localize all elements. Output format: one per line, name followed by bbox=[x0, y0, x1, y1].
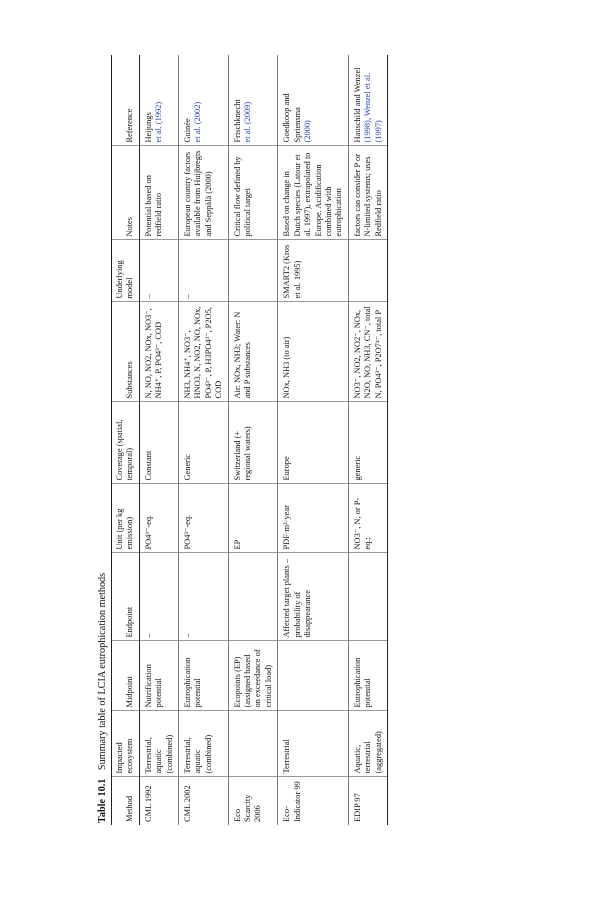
cell-notes: European country factors available from Huijbregts and Seppälä (2000) bbox=[179, 146, 229, 240]
table-row bbox=[348, 55, 387, 825]
cell-coverage: Europe bbox=[278, 402, 348, 484]
cell-unit: EP bbox=[228, 484, 278, 553]
cell-model: – bbox=[139, 240, 178, 302]
cell-substances: NH3, NH4⁺, NO3⁻, HNO3, N, NO2, NO, NOx, PO4³⁻, P, H3PO4³⁻, P2O5, COD bbox=[179, 302, 229, 402]
cell-notes: Based on change in Dutch species (Latour et al. 1997), extrapolated to Europe. Acidification combined with eutrophication bbox=[278, 146, 348, 240]
cell-midpoint: Eutrophication potential bbox=[179, 641, 229, 711]
col-header-substances: Substances bbox=[112, 302, 140, 402]
cell-model: – bbox=[179, 240, 229, 302]
cell-reference bbox=[179, 55, 229, 146]
cell-endpoint: – bbox=[179, 553, 229, 641]
cell-ecosystem: Terrestrial bbox=[278, 711, 348, 777]
cell-endpoint: Affected target plants – probability of disappearance bbox=[278, 553, 348, 641]
table-row bbox=[228, 55, 278, 825]
cell-midpoint: Ecopoints (EP) (assigned based on exceedance of critical load) bbox=[228, 641, 278, 711]
cell-unit: PDF·m²·year bbox=[278, 484, 348, 553]
cell-notes: Potential based on redfield ratio bbox=[139, 146, 178, 240]
col-header-ecosystem: Impacted ecosystem bbox=[112, 711, 140, 777]
cell-ecosystem: Terrestrial, aquatic (combined) bbox=[139, 711, 178, 777]
cell-unit: NO3⁻, N, or P-eq.; bbox=[348, 484, 387, 553]
reference-author: Goedkoop and Spriensma bbox=[282, 93, 302, 143]
table-caption bbox=[97, 25, 111, 823]
cell-unit: PO4³⁻-eq. bbox=[179, 484, 229, 553]
cell-ecosystem bbox=[228, 711, 278, 777]
cell-substances: NOx, NH3 (to air) bbox=[278, 302, 348, 402]
col-header-notes: Notes bbox=[112, 146, 140, 240]
cell-unit: PO4³⁻-eq. bbox=[139, 484, 178, 553]
cell-endpoint bbox=[348, 553, 387, 641]
cell-midpoint bbox=[278, 641, 348, 711]
cell-model: SMART2 (Kros et al. 1995) bbox=[278, 240, 348, 302]
col-header-method: Method bbox=[112, 777, 140, 825]
col-header-model: Underlying model bbox=[112, 240, 140, 302]
cell-method: Eco-Indicator 99 bbox=[278, 777, 348, 825]
rotated-table-block bbox=[97, 25, 547, 825]
lcia-eutrophication-table bbox=[111, 55, 388, 825]
reference-link[interactable]: et al. (2002) bbox=[193, 101, 203, 143]
reference-link[interactable]: et al. (1992) bbox=[154, 101, 164, 143]
table-row bbox=[139, 55, 178, 825]
reference-author: Heijungs bbox=[143, 112, 153, 143]
table-row bbox=[278, 55, 348, 825]
table-number: Table 10.1 bbox=[97, 778, 108, 823]
cell-notes: Critical flow defined by political target bbox=[228, 146, 278, 240]
cell-ecosystem: Aquatic, terrestrial (aggregated) bbox=[348, 711, 387, 777]
reference-link[interactable]: (2000) bbox=[303, 120, 313, 143]
col-header-coverage: Coverage (spatial, temporal) bbox=[112, 402, 140, 484]
cell-method: EDIP 97 bbox=[348, 777, 387, 825]
cell-coverage: generic bbox=[348, 402, 387, 484]
col-header-reference: Reference bbox=[112, 55, 140, 146]
cell-model bbox=[348, 240, 387, 302]
cell-endpoint: – bbox=[139, 553, 178, 641]
cell-endpoint bbox=[228, 553, 278, 641]
col-header-endpoint: Endpoint bbox=[112, 553, 140, 641]
cell-coverage: Constant bbox=[139, 402, 178, 484]
cell-model bbox=[228, 240, 278, 302]
reference-link[interactable]: et al. (2009) bbox=[243, 101, 253, 143]
cell-method: Eco Scarcity 2006 bbox=[228, 777, 278, 825]
cell-substances: Air: NOx, NH3; Water: N and P substances bbox=[228, 302, 278, 402]
reference-link[interactable]: (1998), Wenzel et al. (1997) bbox=[363, 72, 383, 143]
reference-author: Frischknecht bbox=[232, 99, 242, 143]
cell-method: CML 1992 bbox=[139, 777, 178, 825]
header-row bbox=[112, 55, 140, 825]
cell-midpoint: Eutrophication potential bbox=[348, 641, 387, 711]
cell-reference bbox=[348, 55, 387, 146]
cell-coverage: Generic bbox=[179, 402, 229, 484]
table-title: Summary table of LCIA eutrophication methods bbox=[97, 572, 108, 771]
col-header-unit: Unit (per kg emission) bbox=[112, 484, 140, 553]
cell-reference bbox=[278, 55, 348, 146]
reference-author: Guinée bbox=[183, 118, 193, 143]
cell-reference bbox=[139, 55, 178, 146]
cell-substances: NO3⁻, NO2, NO2⁻, NOx, N2O, NO, NH3, CN⁻, total N, PO4³⁻, P2O7⁴⁻, total P bbox=[348, 302, 387, 402]
cell-method: CML 2002 bbox=[179, 777, 229, 825]
cell-ecosystem: Terrestrial, aquatic (combined) bbox=[179, 711, 229, 777]
cell-reference bbox=[228, 55, 278, 146]
table-row bbox=[179, 55, 229, 825]
reference-author: Hauschild and Wenzel bbox=[352, 67, 362, 143]
cell-midpoint: Nutrification potential bbox=[139, 641, 178, 711]
cell-coverage: Switzerland (+ regional waters) bbox=[228, 402, 278, 484]
col-header-midpoint: Midpoint bbox=[112, 641, 140, 711]
cell-substances: N, NO, NO2, NOx, NO3⁻, NH4⁺, P, PO4³⁻, COD bbox=[139, 302, 178, 402]
cell-notes: factors can consider P or N-limited systems; uses Redfield ratio bbox=[348, 146, 387, 240]
